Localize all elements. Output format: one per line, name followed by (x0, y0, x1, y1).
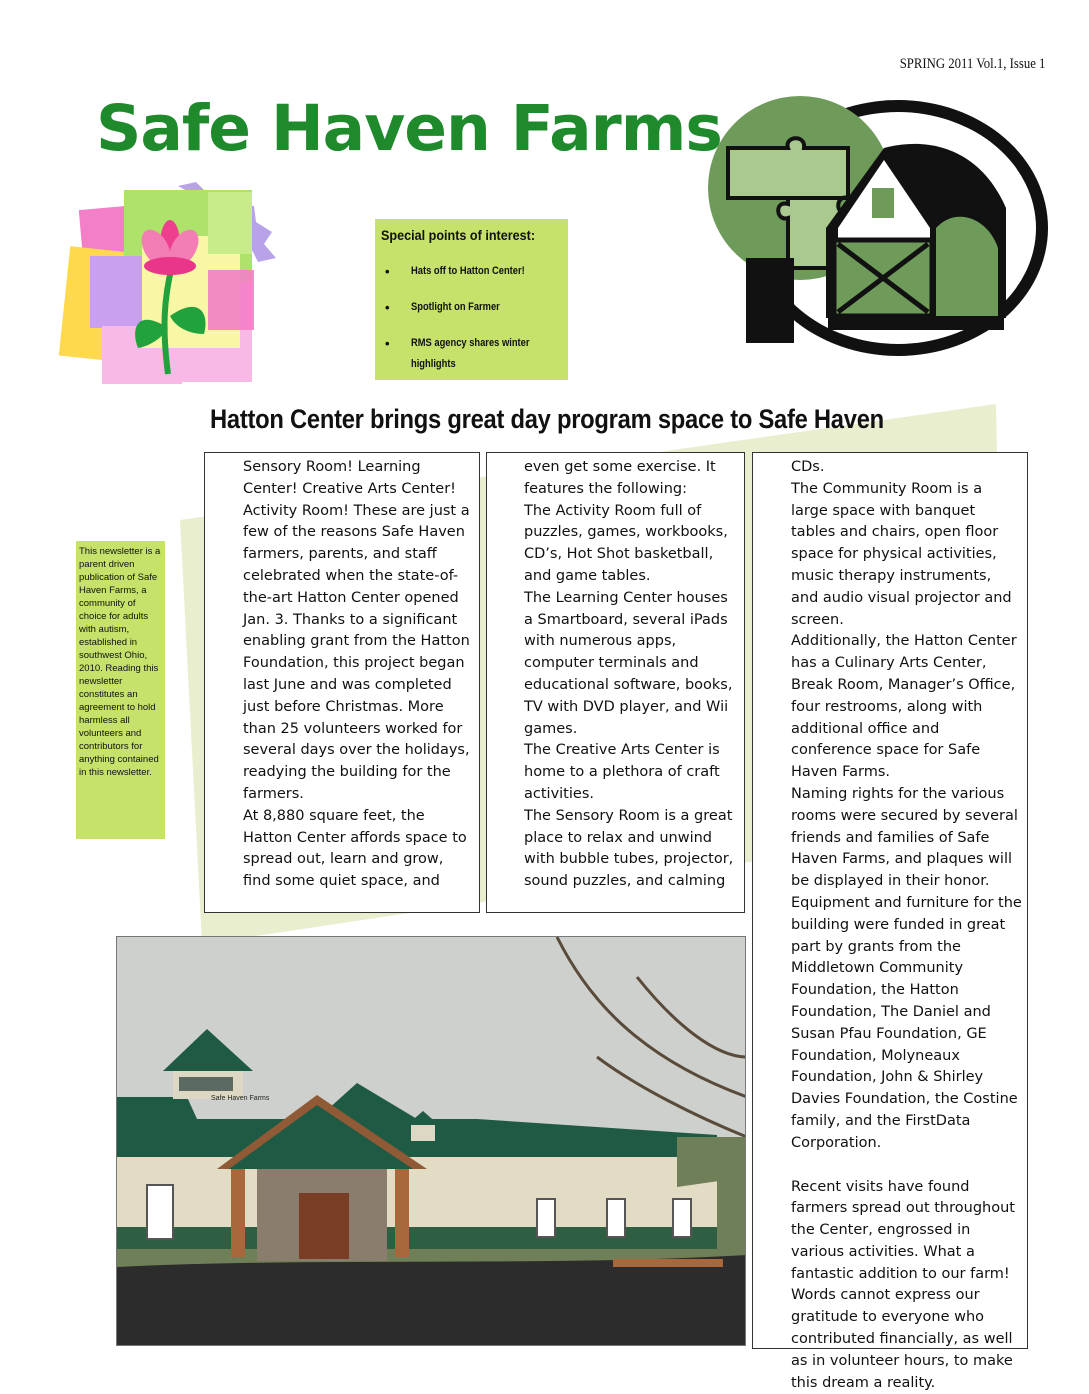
paragraph: The Learning Center houses a Smartboard, several iPads with numerous apps, computer terminals and educational software, books, TV with DVD player, and Wii games. (524, 588, 738, 741)
list-item: • RMS agency shares winter highlights (381, 333, 562, 375)
points-of-interest-box (375, 219, 568, 380)
paragraph: The Creative Arts Center is home to a plethora of craft activities. (524, 740, 738, 805)
paragraph: Additionally, the Hatton Center has a Culinary Arts Center, Break Room, Manager’s Office, four restrooms, along with additional office and conference space for Safe Haven Farms. (791, 631, 1023, 784)
paragraph: The Community Room is a large space with banquet tables and chairs, open floor space for physical activities, music therapy instruments, and audio visual projector and screen. (791, 479, 1023, 632)
farm-logo-icon (688, 88, 1050, 383)
list-item: • Spotlight on Farmer (381, 297, 562, 318)
flower-clipart-icon (58, 178, 288, 388)
points-of-interest-list (381, 261, 562, 375)
paragraph: The Activity Room full of puzzles, games, workbooks, CD’s, Hot Shot basketball, and game tables. (524, 501, 738, 588)
paragraph: even get some exercise. It features the following: (524, 457, 738, 501)
building-photo-icon (117, 937, 746, 1346)
hatton-center-photo (116, 936, 746, 1346)
paragraph: Equipment and furniture for the building were funded in great part by grants from the Middletown Community Foundation, the Hatton Foundation, The Daniel and Susan Pfau Foundation, GE Foundation, Molyneaux Foundation, John & Shirley Davies Foundation, the Costine family, and the FirstData Corporation. (791, 893, 1023, 1155)
article-column-3 (752, 452, 1028, 1349)
paragraph: Sensory Room! Learning Center! Creative Arts Center! Activity Room! These are just a few of the reasons Safe Haven farmers, parents, and staff celebrated when the state-of-the-art Hatton Center opened Jan. 3. Thanks to a significant enabling grant from the Hatton Foundation, this project began last June and was completed just before Christmas. More than 25 volunteers worked for several days over the holidays, readying the building for the farmers. (243, 457, 473, 806)
paragraph: Naming rights for the various rooms were secured by several friends and families of Safe Haven Farms, and plaques will be displayed in their honor. (791, 784, 1023, 893)
article-column-2 (486, 452, 745, 913)
newsletter-title: Safe Haven Farms (96, 92, 722, 165)
paragraph: Recent visits have found farmers spread out throughout the Center, engrossed in various activities. What a fantastic addition to our farm! Words cannot express our gratitude to everyone who contributed financially, as well as in volunteer hours, to make this dream a reality. (791, 1177, 1023, 1394)
list-item: • Hats off to Hatton Center! (381, 261, 562, 282)
issue-line: SPRING 2011 Vol.1, Issue 1 (899, 56, 1045, 73)
paragraph: At 8,880 square feet, the Hatton Center affords space to spread out, learn and grow, find some quiet space, and (243, 806, 473, 893)
article-column-1 (204, 452, 480, 913)
paragraph: The Sensory Room is a great place to relax and unwind with bubble tubes, projector, sound puzzles, and calming (524, 806, 738, 893)
disclaimer-sidebar: This newsletter is a parent driven publication of Safe Haven Farms, a community of choice for adults with autism, established in southwest Ohio, 2010. Reading this newsletter constitutes an agreement to hold harmless all volunteers and contributors for anything contained in this newsletter. (76, 541, 165, 839)
paragraph: CDs. (791, 457, 1023, 479)
article-headline: Hatton Center brings great day program space to Safe Haven (210, 404, 884, 435)
building-sign: Safe Haven Farms (211, 1095, 269, 1102)
points-of-interest-title: Special points of interest: (381, 227, 544, 243)
